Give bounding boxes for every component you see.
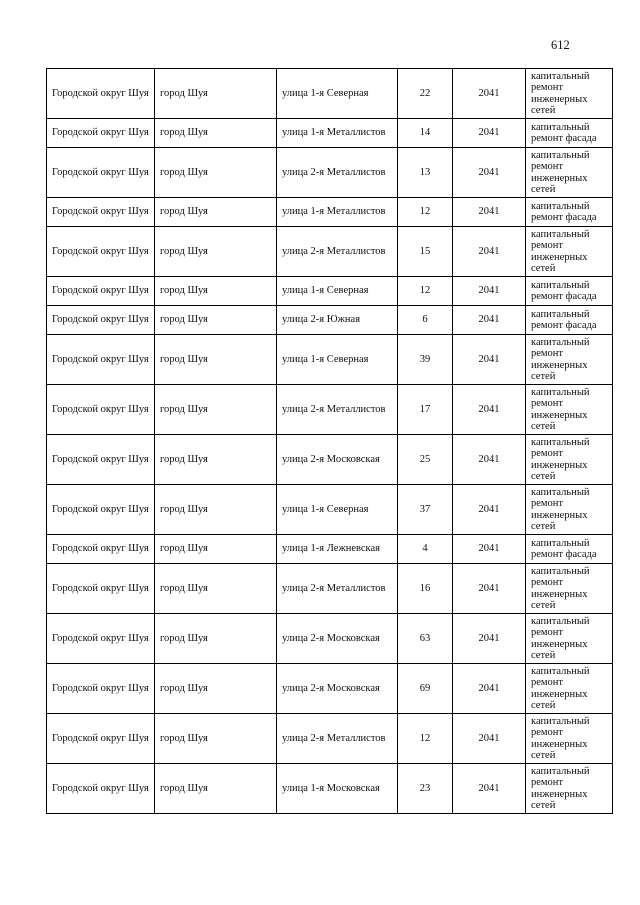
work-type-cell: капитальный ремонт фасада (526, 198, 613, 227)
year-cell: 2041 (453, 306, 526, 335)
year-cell: 2041 (453, 764, 526, 814)
work-type-cell: капитальный ремонт инженерных сетей (526, 335, 613, 385)
house-number-cell: 14 (398, 119, 453, 148)
street-cell: улица 1-я Московская (277, 764, 398, 814)
city-cell: город Шуя (155, 714, 277, 764)
district-cell: Городской округ Шуя (47, 764, 155, 814)
table-row (47, 198, 613, 227)
city-cell: город Шуя (155, 306, 277, 335)
year-cell: 2041 (453, 227, 526, 277)
district-cell: Городской округ Шуя (47, 198, 155, 227)
house-number-cell: 15 (398, 227, 453, 277)
house-number-cell: 16 (398, 564, 453, 614)
street-cell: улица 1-я Металлистов (277, 198, 398, 227)
work-type-cell: капитальный ремонт инженерных сетей (526, 435, 613, 485)
year-cell: 2041 (453, 535, 526, 564)
work-type-cell: капитальный ремонт фасада (526, 277, 613, 306)
street-cell: улица 1-я Северная (277, 277, 398, 306)
street-cell: улица 2-я Металлистов (277, 148, 398, 198)
table-row (47, 227, 613, 277)
street-cell: улица 1-я Северная (277, 485, 398, 535)
year-cell: 2041 (453, 335, 526, 385)
year-cell: 2041 (453, 664, 526, 714)
house-number-cell: 39 (398, 335, 453, 385)
house-number-cell: 37 (398, 485, 453, 535)
city-cell: город Шуя (155, 664, 277, 714)
city-cell: город Шуя (155, 277, 277, 306)
city-cell: город Шуя (155, 435, 277, 485)
street-cell: улица 2-я Металлистов (277, 714, 398, 764)
street-cell: улица 1-я Северная (277, 69, 398, 119)
district-cell: Городской округ Шуя (47, 277, 155, 306)
house-number-cell: 22 (398, 69, 453, 119)
table-row (47, 385, 613, 435)
house-number-cell: 23 (398, 764, 453, 814)
street-cell: улица 2-я Металлистов (277, 227, 398, 277)
district-cell: Городской округ Шуя (47, 714, 155, 764)
year-cell: 2041 (453, 714, 526, 764)
city-cell: город Шуя (155, 535, 277, 564)
house-number-cell: 17 (398, 385, 453, 435)
work-type-cell: капитальный ремонт инженерных сетей (526, 564, 613, 614)
district-cell: Городской округ Шуя (47, 664, 155, 714)
work-type-cell: капитальный ремонт инженерных сетей (526, 385, 613, 435)
city-cell: город Шуя (155, 385, 277, 435)
district-cell: Городской округ Шуя (47, 148, 155, 198)
city-cell: город Шуя (155, 69, 277, 119)
district-cell: Городской округ Шуя (47, 227, 155, 277)
year-cell: 2041 (453, 485, 526, 535)
table-row (47, 335, 613, 385)
house-number-cell: 25 (398, 435, 453, 485)
city-cell: город Шуя (155, 227, 277, 277)
table-row (47, 148, 613, 198)
street-cell: улица 2-я Металлистов (277, 564, 398, 614)
table-row (47, 485, 613, 535)
table-row (47, 69, 613, 119)
year-cell: 2041 (453, 148, 526, 198)
year-cell: 2041 (453, 564, 526, 614)
work-type-cell: капитальный ремонт инженерных сетей (526, 69, 613, 119)
year-cell: 2041 (453, 277, 526, 306)
street-cell: улица 2-я Московская (277, 614, 398, 664)
year-cell: 2041 (453, 385, 526, 435)
work-type-cell: капитальный ремонт инженерных сетей (526, 764, 613, 814)
street-cell: улица 1-я Лежневская (277, 535, 398, 564)
table-row (47, 614, 613, 664)
work-type-cell: капитальный ремонт фасада (526, 119, 613, 148)
street-cell: улица 1-я Северная (277, 335, 398, 385)
year-cell: 2041 (453, 69, 526, 119)
table-row (47, 277, 613, 306)
city-cell: город Шуя (155, 614, 277, 664)
street-cell: улица 1-я Металлистов (277, 119, 398, 148)
district-cell: Городской округ Шуя (47, 385, 155, 435)
street-cell: улица 2-я Южная (277, 306, 398, 335)
house-number-cell: 13 (398, 148, 453, 198)
city-cell: город Шуя (155, 485, 277, 535)
city-cell: город Шуя (155, 119, 277, 148)
year-cell: 2041 (453, 198, 526, 227)
repair-schedule-table (46, 68, 613, 814)
district-cell: Городской округ Шуя (47, 535, 155, 564)
table-row (47, 764, 613, 814)
district-cell: Городской округ Шуя (47, 435, 155, 485)
table-row (47, 435, 613, 485)
house-number-cell: 69 (398, 664, 453, 714)
house-number-cell: 6 (398, 306, 453, 335)
year-cell: 2041 (453, 435, 526, 485)
table-row (47, 306, 613, 335)
district-cell: Городской округ Шуя (47, 69, 155, 119)
work-type-cell: капитальный ремонт фасада (526, 535, 613, 564)
work-type-cell: капитальный ремонт фасада (526, 306, 613, 335)
work-type-cell: капитальный ремонт инженерных сетей (526, 714, 613, 764)
district-cell: Городской округ Шуя (47, 614, 155, 664)
work-type-cell: капитальный ремонт инженерных сетей (526, 227, 613, 277)
district-cell: Городской округ Шуя (47, 335, 155, 385)
street-cell: улица 2-я Металлистов (277, 385, 398, 435)
table-row (47, 714, 613, 764)
year-cell: 2041 (453, 614, 526, 664)
house-number-cell: 12 (398, 714, 453, 764)
house-number-cell: 4 (398, 535, 453, 564)
table-row (47, 535, 613, 564)
table-body (47, 69, 613, 814)
city-cell: город Шуя (155, 335, 277, 385)
district-cell: Городской округ Шуя (47, 485, 155, 535)
city-cell: город Шуя (155, 564, 277, 614)
street-cell: улица 2-я Московская (277, 664, 398, 714)
house-number-cell: 12 (398, 198, 453, 227)
work-type-cell: капитальный ремонт инженерных сетей (526, 664, 613, 714)
table-row (47, 664, 613, 714)
table-row (47, 564, 613, 614)
district-cell: Городской округ Шуя (47, 564, 155, 614)
house-number-cell: 63 (398, 614, 453, 664)
city-cell: город Шуя (155, 198, 277, 227)
city-cell: город Шуя (155, 148, 277, 198)
page-number: 612 (551, 38, 570, 52)
city-cell: город Шуя (155, 764, 277, 814)
table-row (47, 119, 613, 148)
street-cell: улица 2-я Московская (277, 435, 398, 485)
district-cell: Городской округ Шуя (47, 306, 155, 335)
work-type-cell: капитальный ремонт инженерных сетей (526, 148, 613, 198)
house-number-cell: 12 (398, 277, 453, 306)
work-type-cell: капитальный ремонт инженерных сетей (526, 614, 613, 664)
year-cell: 2041 (453, 119, 526, 148)
district-cell: Городской округ Шуя (47, 119, 155, 148)
work-type-cell: капитальный ремонт инженерных сетей (526, 485, 613, 535)
